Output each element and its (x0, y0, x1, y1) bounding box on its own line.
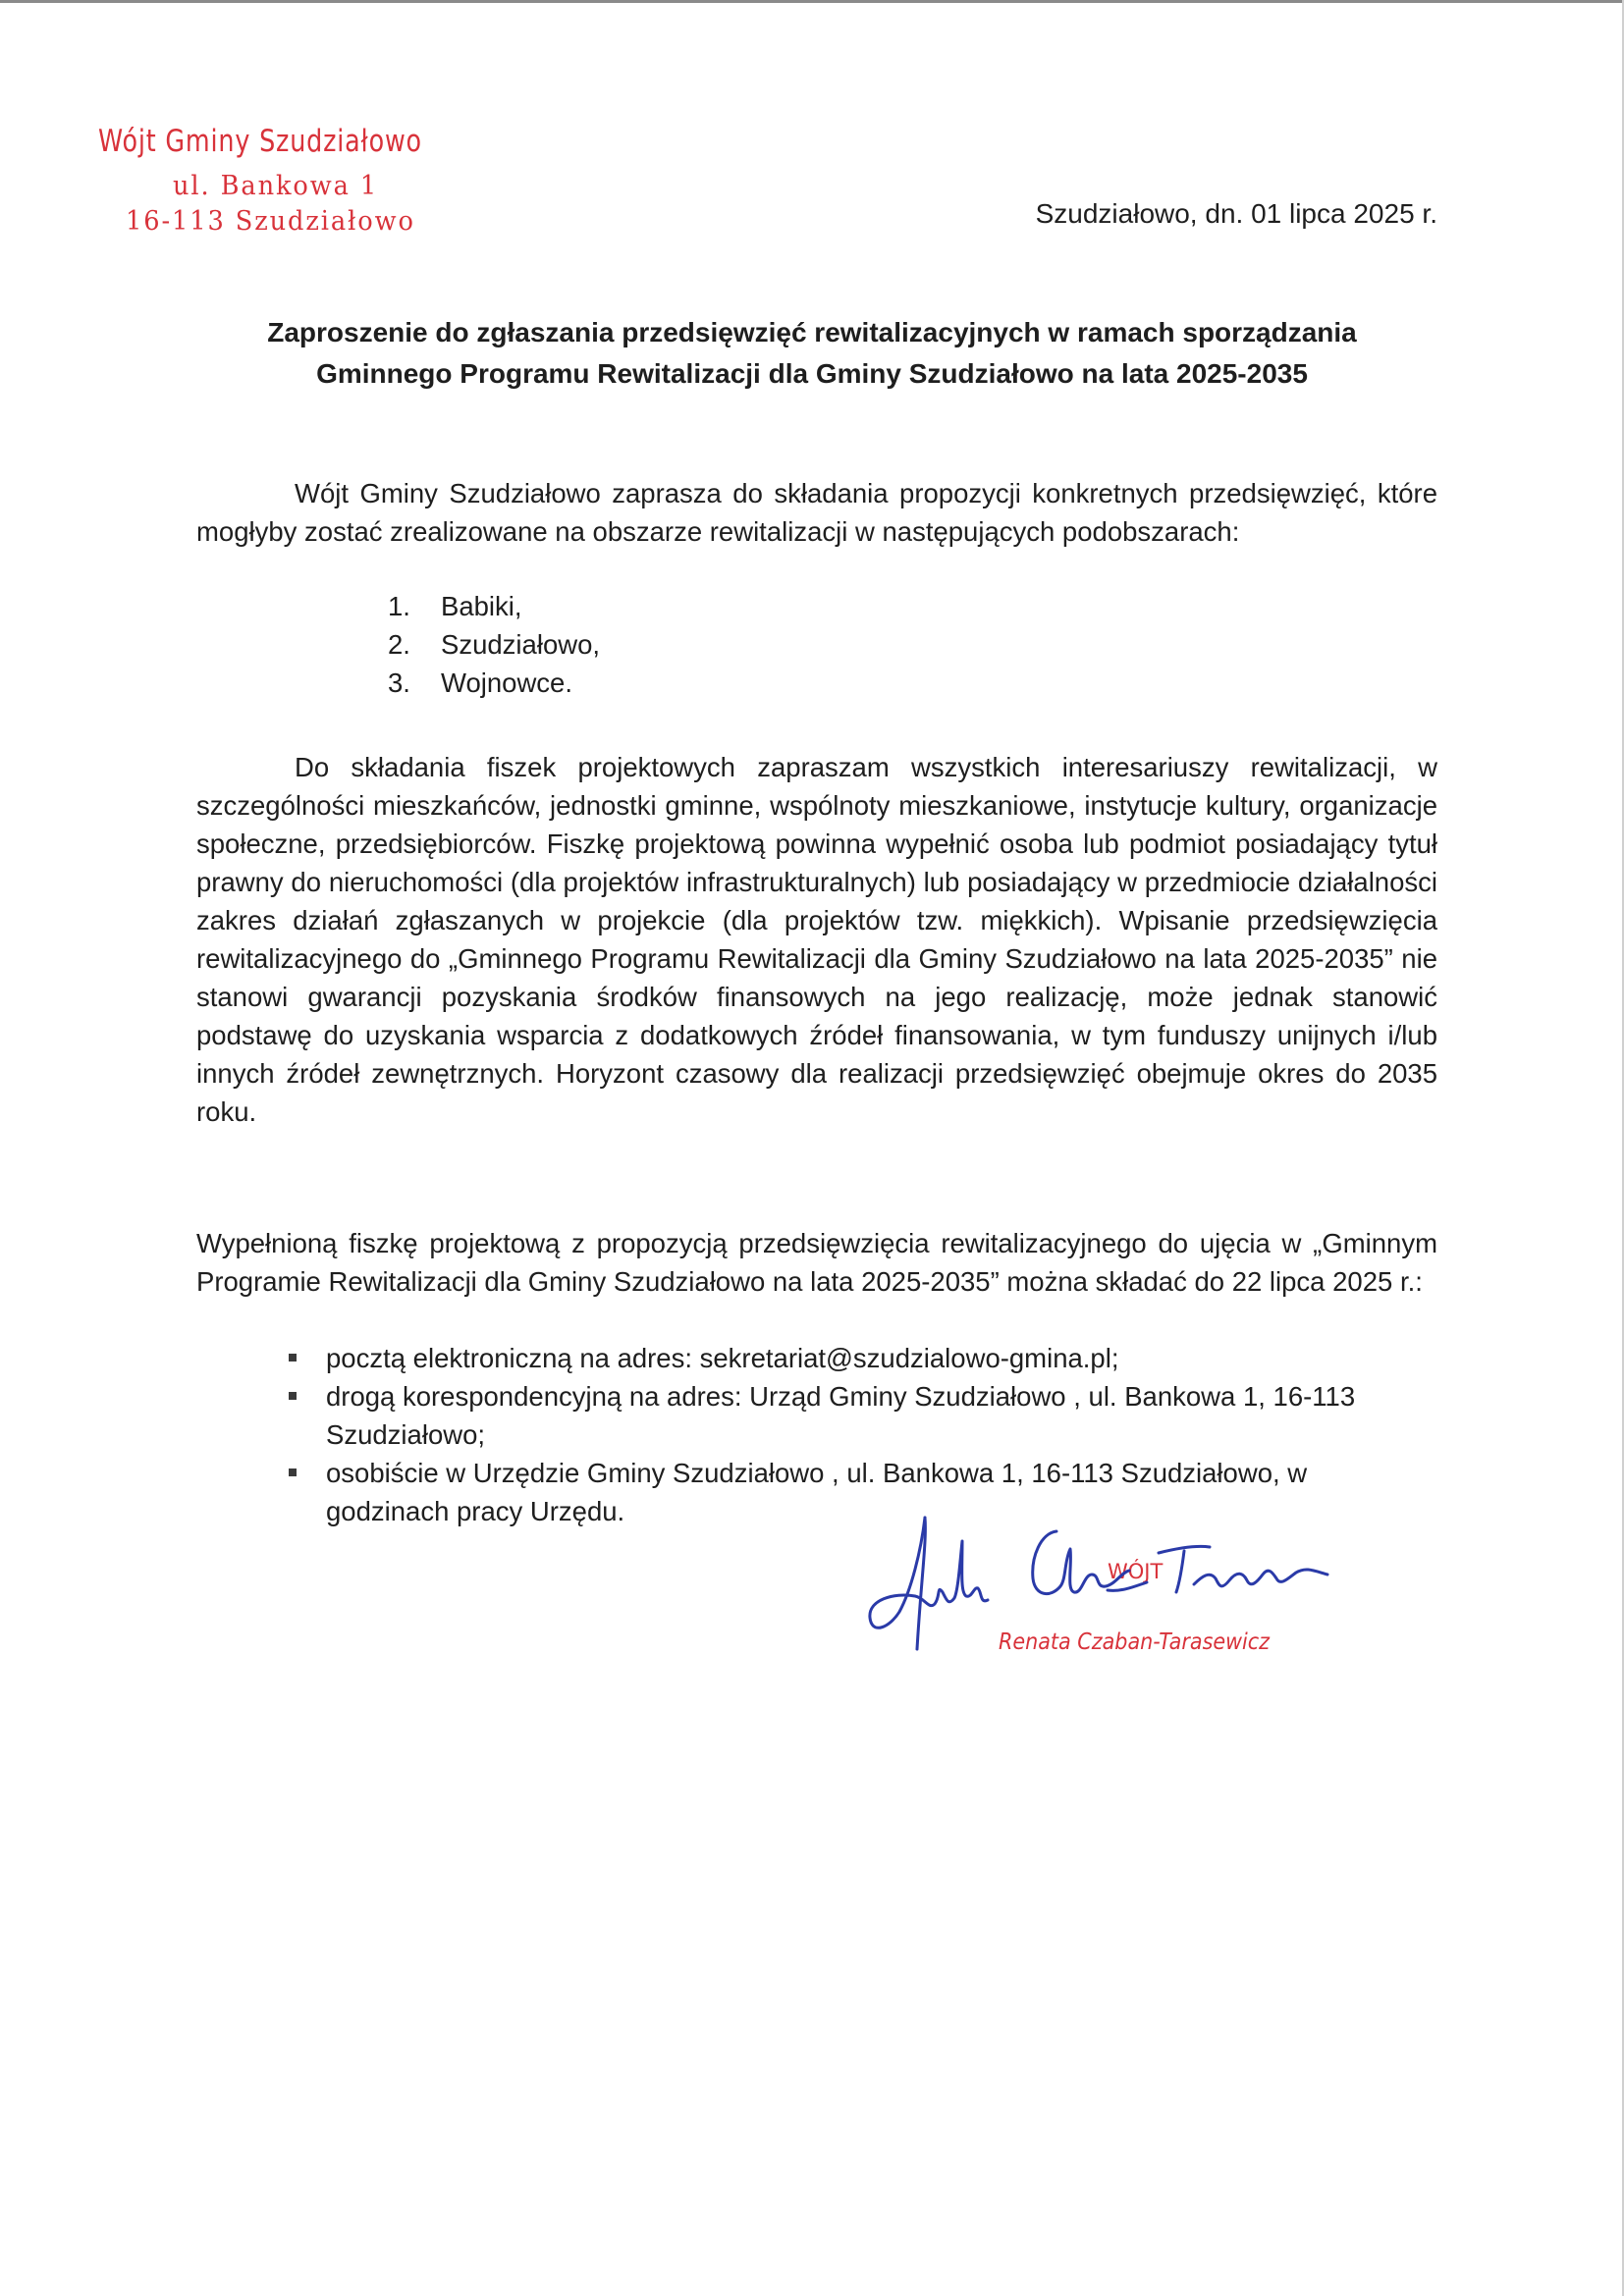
title-line-1: Zaproszenie do zgłaszania przedsięwzięć rewitalizacyjnych w ramach sporządzania (267, 317, 1357, 347)
subarea-list (388, 587, 600, 702)
list-item-number: 3. (388, 667, 410, 698)
stamp-postal-city: 16-113 Szudziałowo (126, 206, 415, 237)
list-item (388, 664, 600, 702)
body-paragraph: Do składania fiszek projektowych zapraszam wszystkich interesariuszy rewitalizacji, w szczególności mieszkańców, jednostki gminne, wspólnoty mieszkaniowe, instytucje kultury, organizacje społeczne, przedsiębiorców. Fiszkę projektową powinna wypełnić osoba lub podmiot posiadający tytuł prawny do nieruchomości (dla projektów infrastrukturalnych) lub posiadający w przedmiocie działalności zakres działań zgłaszanych w projekcie (dla projektów tzw. miękkich). Wpisanie przedsięwzięcia rewitalizacyjnego do „Gminnego Programu Rewitalizacji dla Gminy Szudziałowo na lata 2025-2035” nie stanowi gwarancji pozyskania środków finansowych na jego realizację, może jednak stanowić podstawę do uzyskania wsparcia z dodatkowych źródeł finansowania, w tym funduszy unijnych i/lub innych źródeł zewnętrznych. Horyzont czasowy dla realizacji przedsięwzięć obejmuje okres do 2035 roku. (196, 752, 1437, 1127)
stamp-street: ul. Bankowa 1 (173, 171, 379, 201)
signature-stamp-role: WÓJT (1108, 1560, 1164, 1583)
bullet-icon (289, 1392, 297, 1400)
title-line-2: Gminnego Programu Rewitalizacji dla Gminy Szudziałowo na lata 2025-2035 (316, 358, 1308, 389)
method-text: pocztą elektroniczną na adres: sekretariat@szudzialowo-gmina.pl; (326, 1343, 1119, 1373)
list-item-label: Szudziałowo, (441, 629, 601, 660)
list-item-label: Wojnowce. (441, 667, 572, 698)
signatory-name: Renata Czaban-Tarasewicz (999, 1629, 1271, 1655)
list-item (388, 587, 600, 625)
intro-paragraph: Wójt Gminy Szudziałowo zaprasza do składania propozycji konkretnych przedsięwzięć, które mogłyby zostać zrealizowane na obszarze rewitalizacji w następujących podobszarach: (196, 478, 1437, 547)
list-item-label: Babiki, (441, 591, 522, 621)
date-line: Szudziałowo, dn. 01 lipca 2025 r. (1035, 198, 1437, 229)
submission-paragraph: Wypełnioną fiszkę projektową z propozycją przedsięwzięcia rewitalizacyjnego do ujęcia w „Gminnym Programie Rewitalizacji dla Gminy Szudziałowo na lata 2025-2035” można składać do 22 lipca 2025 r.: (196, 1228, 1437, 1297)
list-item (285, 1339, 1437, 1377)
list-item-number: 1. (388, 591, 410, 621)
method-text: osobiście w Urzędzie Gminy Szudziałowo , ul. Bankowa 1, 16-113 Szudziałowo, w godzinach pracy Urzędu. (326, 1458, 1308, 1526)
bullet-icon (289, 1354, 297, 1362)
scan-edge-top (0, 0, 1624, 3)
stamp-office-name: Wójt Gminy Szudziałowo (98, 124, 422, 159)
list-item-number: 2. (388, 629, 410, 660)
list-item (388, 625, 600, 664)
method-text: drogą korespondencyjną na adres: Urząd Gminy Szudziałowo , ul. Bankowa 1, 16-113 Szudziałowo; (326, 1381, 1356, 1450)
bullet-icon (289, 1468, 297, 1476)
document-title (157, 312, 1467, 395)
list-item (285, 1377, 1437, 1454)
